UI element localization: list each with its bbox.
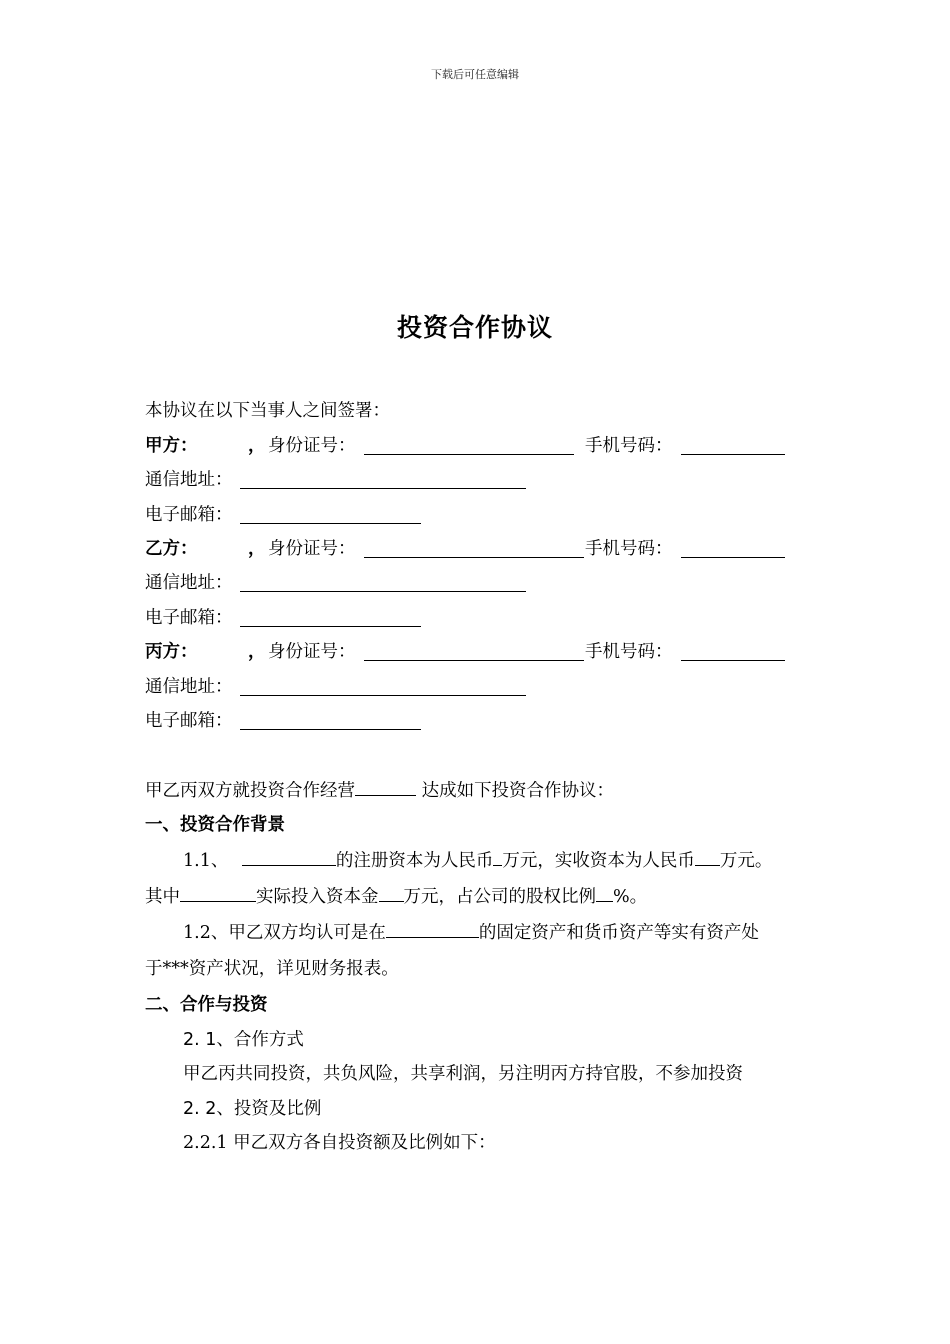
clause-1-1 xyxy=(183,848,772,872)
clause-1-1-text-b: 的注册资本为人民币 xyxy=(335,851,494,871)
party-b-phone-label: 手机号码： xyxy=(585,539,673,559)
subsection-2-1-text: 甲乙丙共同投资，共负风险，共享利润，另注明丙方持官股，不参加投资 xyxy=(183,1064,743,1084)
agreement-text-1: 甲乙丙双方就投资合作经营 xyxy=(145,781,355,801)
party-c-email-label: 电子邮箱： xyxy=(145,711,233,731)
party-c-name: 丙方： xyxy=(145,642,198,662)
document-title: 投资合作协议 xyxy=(396,313,553,342)
party-c-id-label: 身份证号： xyxy=(268,642,356,662)
subsection-2-2-1: 2.2.1 甲乙双方各自投资额及比例如下： xyxy=(183,1133,496,1153)
party-b-phone-field[interactable] xyxy=(681,540,785,558)
agreement-text-2: 达成如下投资合作协议： xyxy=(416,781,615,801)
company-field[interactable] xyxy=(242,848,336,866)
section-2-heading: 二、合作与投资 xyxy=(145,995,268,1015)
investor-field[interactable] xyxy=(180,884,256,902)
clause-1-2-a: 1.2、甲乙双方均认可是在 xyxy=(183,923,386,943)
party-b-id-label: 身份证号： xyxy=(268,539,356,559)
clause-1-1-cont-a: 其中 xyxy=(145,887,180,907)
party-a-email-field[interactable] xyxy=(240,506,421,524)
clause-1-1-cont-b: 实际投入资本金 xyxy=(256,887,379,907)
party-b-id-field[interactable] xyxy=(364,540,584,558)
clause-1-1-num: 1.1、 xyxy=(183,851,234,871)
party-a-row xyxy=(145,435,198,457)
clause-1-1-text-d: 万元。 xyxy=(719,851,773,871)
subsection-2-1: 2. 1、合作方式 xyxy=(183,1030,304,1050)
party-a-phone-field[interactable] xyxy=(681,437,785,455)
header-note: 下载后可任意编辑 xyxy=(431,68,519,81)
clause-1-1-cont-c: 万元，占公司的股权比例 xyxy=(403,887,596,907)
section-1-heading: 一、投资合作背景 xyxy=(145,815,285,835)
party-c-phone-field[interactable] xyxy=(681,643,785,661)
clause-1-2-b: 的固定资产和货币资产等实有资产处 xyxy=(478,923,759,943)
party-b-address-label: 通信地址： xyxy=(145,573,233,593)
agreement-line xyxy=(145,778,614,802)
party-c-comma: ， xyxy=(248,642,266,662)
subsection-2-2: 2. 2、投资及比例 xyxy=(183,1099,322,1119)
party-a-comma: ， xyxy=(248,436,266,456)
party-b-address-field[interactable] xyxy=(240,574,526,592)
clause-1-1-cont-d: %。 xyxy=(613,887,648,907)
asset-company-field[interactable] xyxy=(386,920,479,938)
party-c-phone-label: 手机号码： xyxy=(585,642,673,662)
party-b-email-label: 电子邮箱： xyxy=(145,608,233,628)
clause-1-1-cont xyxy=(145,884,647,908)
paid-capital-field[interactable] xyxy=(695,848,720,866)
party-c-email-field[interactable] xyxy=(240,712,421,730)
equity-ratio-field[interactable] xyxy=(596,884,613,902)
party-a-id-label: 身份证号： xyxy=(268,436,356,456)
clause-1-2-cont: 于***资产状况，详见财务报表。 xyxy=(145,959,399,979)
party-c-address-field[interactable] xyxy=(240,678,526,696)
party-c-address-label: 通信地址： xyxy=(145,677,233,697)
capital-amount-field[interactable] xyxy=(379,884,404,902)
party-b-comma: ， xyxy=(248,539,266,559)
party-a-name: 甲方： xyxy=(145,436,198,456)
party-a-phone-label: 手机号码： xyxy=(585,436,673,456)
party-b-name: 乙方： xyxy=(145,539,198,559)
clause-1-1-text-c: 万元，实收资本为人民币 xyxy=(502,851,695,871)
party-a-address-label: 通信地址： xyxy=(145,470,233,490)
party-b-email-field[interactable] xyxy=(240,609,421,627)
intro-line: 本协议在以下当事人之间签署： xyxy=(145,401,390,421)
party-a-address-field[interactable] xyxy=(240,471,526,489)
party-c-id-field[interactable] xyxy=(364,643,584,661)
party-a-id-field[interactable] xyxy=(364,437,574,455)
party-a-email-label: 电子邮箱： xyxy=(145,505,233,525)
project-field[interactable] xyxy=(355,778,416,796)
clause-1-2 xyxy=(183,920,759,944)
